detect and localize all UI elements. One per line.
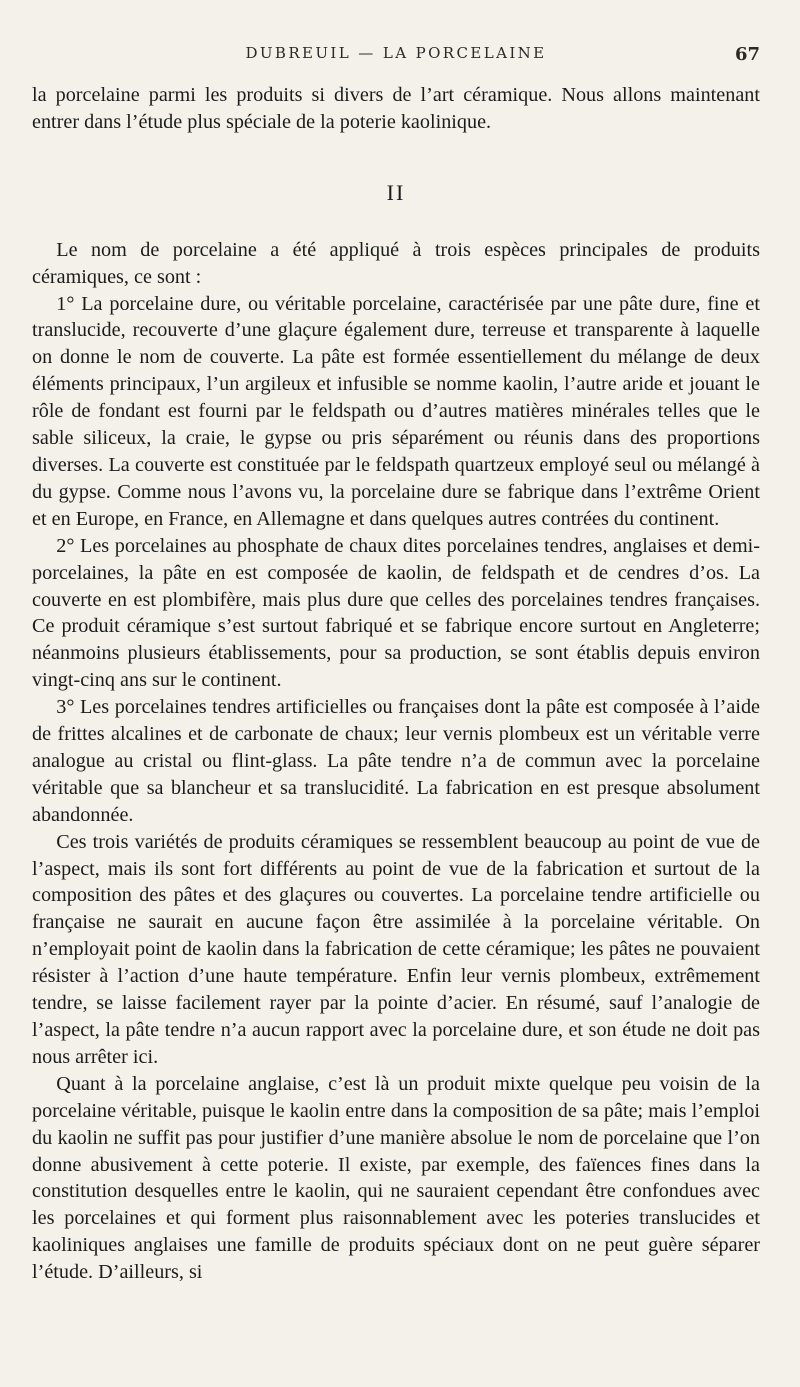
text-body bbox=[32, 82, 760, 1286]
running-title: DUBREUIL — LA PORCELAINE bbox=[245, 44, 547, 62]
running-head bbox=[32, 40, 760, 70]
page-number: 67 bbox=[734, 44, 760, 65]
paragraph-hard-porcelain: 1° La porcelaine dure, ou véritable porcelaine, caractérisée par une pâte dure, fine et translucide, recouverte d’une glaçure également dure, terreuse et transparente à laquelle on donne le nom de couverte. La pâte est formée essentiellement du mélange de deux éléments principaux, l’un argileux et infusible se nomme kaolin, l’autre aride et jouant le rôle de fondant est fourni par le feldspath ou d’autres matières minérales telles que le sable siliceux, la craie, le gypse ou pris séparément ou réunis dans des proportions diverses. La couverte est constituée par le feldspath quartzeux employé seul ou mélangé à du gypse. Comme nous l’avons vu, la porcelaine dure se fabrique dans l’extrême Orient et en Europe, en France, en Allemagne et dans quelques autres contrées du continent. bbox=[32, 292, 760, 530]
paragraph-soft-paste: 3° Les porcelaines tendres artificielles ou françaises dont la pâte est composée à l’aide de frittes alcalines et de carbonate de chaux; leur vernis plombeux est un véritable verre analogue au cristal ou flint-glass. La pâte tendre n’a de commun avec la porcelaine véritable que sa blancheur et sa translucidité. La fabrication en est presque absolument abandonnée. bbox=[32, 696, 760, 826]
intro-paragraph: la porcelaine parmi les produits si divers de l’art céramique. Nous allons maintenant entrer dans l’étude plus spéciale de la poterie kaolinique. bbox=[32, 84, 760, 133]
section-heading: II bbox=[386, 179, 406, 205]
paragraph-definition: Le nom de porcelaine a été appliqué à trois espèces principales de produits céramiques, ce sont : bbox=[32, 238, 760, 288]
paragraph-english-porcelain: Quant à la porcelaine anglaise, c’est là un produit mixte quelque peu voisin de la porcelaine véritable, puisque le kaolin entre dans la composition de sa pâte; mais l’emploi du kaolin ne suffit pas pour justifier d’une manière absolue le nom de porcelaine que l’on donne abusivement à cette poterie. Il existe, par exemple, des faïences fines dans la constitution desquelles entre le kaolin, qui ne sauraient cependant être confondues avec les porcelaines et qui forment plus raisonnablement avec les poteries translucides et kaoliniques anglaises une famille de produits spéciaux dont on ne peut guère séparer l’étude. D’ailleurs, si bbox=[32, 1072, 760, 1284]
paragraph-bone-china: 2° Les porcelaines au phosphate de chaux dites porcelaines tendres, anglaises et demi-porcelaines, la pâte en est composée de kaolin, de feldspath et de cendres d’os. La couverte en est plombifère, mais plus dure que celles des porcelaines tendres françaises. Ce produit céramique s’est surtout fabriqué et se fabrique encore surtout en Angleterre; néanmoins plusieurs établissements, pour sa production, se sont établis depuis environ vingt-cinq ans sur le continent. bbox=[32, 534, 760, 692]
paragraph-comparison: Ces trois variétés de produits céramiques se ressemblent beaucoup au point de vue de l’aspect, mais ils sont fort différents au point de vue de la fabrication et surtout de la composition des pâtes et des glaçures ou couvertes. La porcelaine tendre artificielle ou française ne saurait en aucune façon être assimilée à la porcelaine véritable. On n’employait point de kaolin dans la fabrication de cette céramique; les pâtes ne pouvaient résister à l’action d’une haute température. Enfin leur vernis plombeux, extrêmement tendre, se laisse facilement rayer par la pointe d’acier. En résumé, sauf l’analogie de l’aspect, la pâte tendre n’a aucun rapport avec la porcelaine dure, et son étude ne doit pas nous arrêter ici. bbox=[32, 830, 760, 1068]
